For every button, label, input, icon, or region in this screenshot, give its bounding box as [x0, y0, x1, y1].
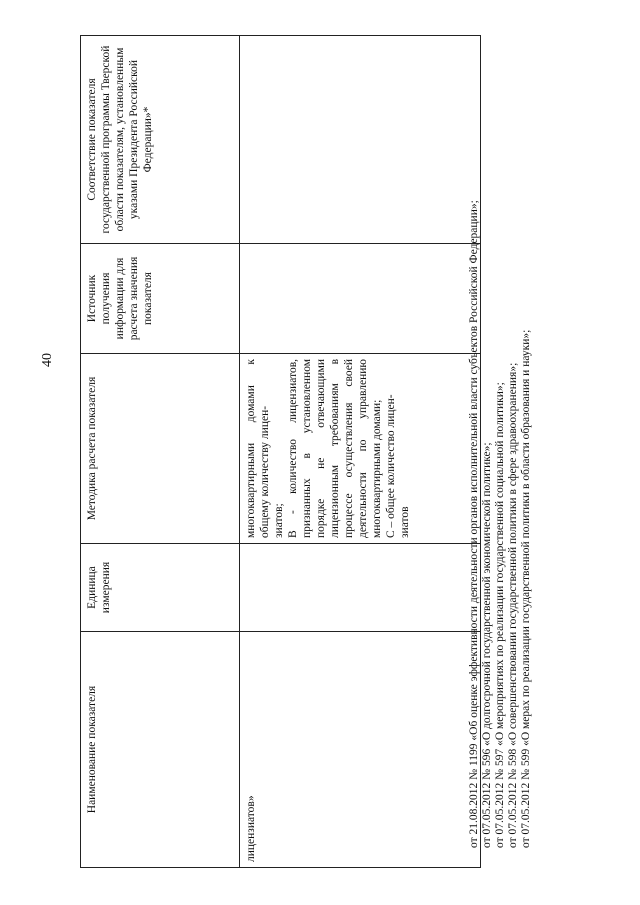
cell-compliance [240, 36, 481, 244]
cell-name: лицензиатов» [240, 632, 481, 868]
footnote-line: от 07.05.2012 № 599 «О мерах по реализации государственной политики в области образования и науки»; [520, 329, 532, 848]
cell-source [240, 244, 481, 354]
header-compliance: Соответствие показателя государственной программы Тверской области показателям, установленным указами Президента Российской Федерации»* [81, 36, 240, 244]
method-line: С – общее количество лицен- [385, 394, 397, 538]
table-header-row [81, 36, 240, 868]
cell-unit [240, 544, 481, 632]
method-line: зиатов [399, 506, 411, 538]
footnotes [468, 28, 533, 868]
indicator-table [80, 35, 481, 868]
method-line: зиатов; [273, 503, 285, 538]
page-number: 40 [40, 353, 55, 367]
footnote-line: от 07.05.2012 № 596 «О долгосрочной государственной экономической политике»; [481, 442, 493, 848]
header-method: Методика расчета показателя [81, 354, 240, 544]
footnote-line: от 07.05.2012 № 598 «О совершенствовании государственной политики в сфере здравоохранения»; [507, 362, 519, 848]
header-source: Источник получения информации для расчета значения показателя [81, 244, 240, 354]
header-unit: Единица измерения [81, 544, 240, 632]
footnote-line: от 21.08.2012 № 1199 «Об оценке эффективности деятельности органов исполнительной власти субъектов Российской Федерации»; [468, 200, 480, 848]
footnote-line: от 07.05.2012 № 597 «О мероприятиях по реализации государственной социальной политики»; [494, 382, 506, 848]
method-line: многоквартирными домами к общему количеству лицен- [245, 359, 271, 538]
method-line: В - количество лицензиатов, признанных в установленном порядке не отвечающими лицензионным требованиям в процессе осуществления своей деятельности по управлению многоквартирными домами; [287, 359, 383, 538]
table-row [240, 36, 481, 868]
rotated-page [30, 0, 630, 870]
cell-method [240, 354, 481, 544]
header-name: Наименование показателя [81, 632, 240, 868]
